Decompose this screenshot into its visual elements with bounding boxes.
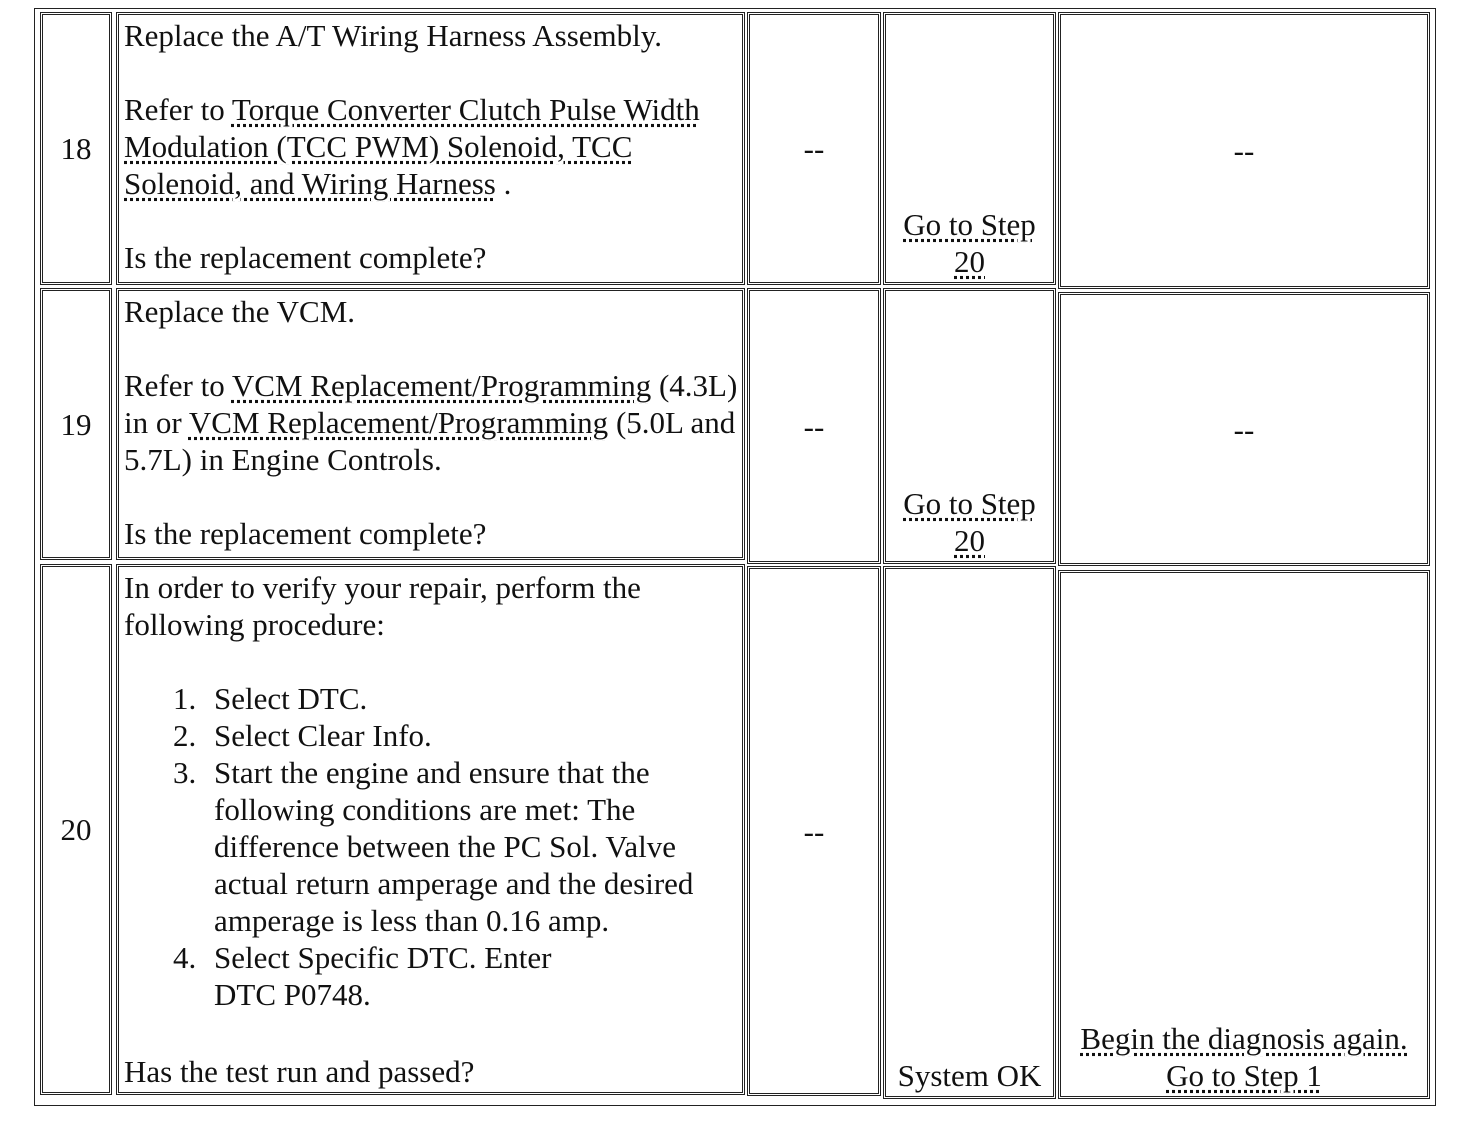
tcc-wiring-harness-link[interactable]: Torque Converter Clutch Pulse Width Modulation (TCC PWM) Solenoid, TCC Solenoid, and Wiring Harness [124,92,700,201]
step-number-text: 18 [60,131,92,166]
procedure-step: 4. Select Specific DTC. Enter DTC P0748. [204,939,594,1013]
go-to-step-20-link[interactable]: Go to Step 20 [903,207,1036,279]
step-number-text: 20 [60,812,92,847]
procedure-list [124,680,724,1013]
step-20-yes [883,566,1056,1099]
step-number-text: 19 [60,406,92,442]
step-20-value [747,566,881,1096]
step-19-instruction: Replace the VCM. [124,294,356,329]
step-20-question: Has the test run and passed? [124,1054,475,1089]
refer-mid: (4.3L) in or [124,368,738,440]
step-18-yes [883,12,1056,285]
go-to-step-1-link[interactable]: Go to Step 1 [1166,1058,1322,1093]
step-19-yes [883,288,1056,564]
refer-suffix: . [495,166,512,201]
value-text: -- [803,408,825,444]
vcm-replacement-50l-link[interactable]: VCM Replacement/Programming [188,405,609,440]
value-text: -- [803,131,825,166]
refer-suffix: (5.0L and 5.7L) in Engine Controls. [124,405,736,477]
procedure-step: 2. Select Clear Info. [204,717,724,754]
step-20-intro: In order to verify your repair, perform the following procedure: [124,570,641,642]
step-19-reference [124,367,738,478]
step-20-no [1058,570,1430,1099]
refer-prefix: Refer to [124,368,232,403]
procedure-step: 1. Select DTC. [204,680,724,717]
system-ok-text: System OK [897,1058,1042,1093]
step-18-action [116,12,745,285]
procedure-step: 3. Start the engine and ensure that the following conditions are met: The difference between the PC Sol. Valve actual return amperage and the desired amperage is less than 0.16 amp. [204,754,724,939]
step-19-action [116,288,745,560]
go-to-step-20-link[interactable]: Go to Step 20 [903,486,1036,558]
value-text: -- [803,813,825,849]
step-19-no [1058,292,1430,566]
step-18-instruction: Replace the A/T Wiring Harness Assembly. [124,18,663,53]
step-19-question: Is the replacement complete? [124,516,487,551]
step-18-question: Is the replacement complete? [124,240,487,275]
step-18-value [747,12,881,285]
no-text: -- [1233,411,1255,447]
step-20-action [116,564,745,1095]
step-number-19 [40,288,112,560]
step-number-18 [40,12,112,285]
no-text: -- [1233,133,1255,168]
step-18-no [1058,12,1430,289]
step-18-reference [124,91,738,202]
step-number-20 [40,564,112,1095]
begin-diagnosis-again-link[interactable]: Begin the diagnosis again. [1080,1021,1408,1056]
refer-prefix: Refer to [124,92,232,127]
vcm-replacement-43l-link[interactable]: VCM Replacement/Programming [231,368,652,403]
step-19-value [747,288,881,564]
